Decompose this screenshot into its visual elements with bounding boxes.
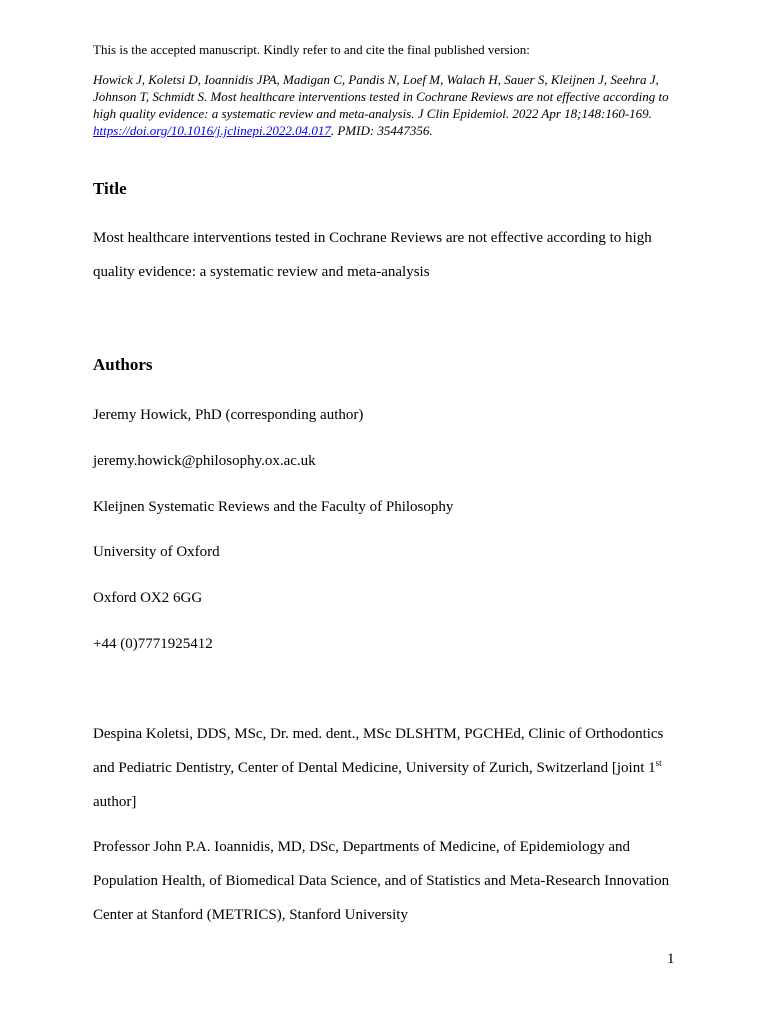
author-email: jeremy.howick@philosophy.ox.ac.uk — [93, 453, 316, 469]
author-university: University of Oxford — [93, 544, 220, 560]
citation-text: Howick J, Koletsi D, Ioannidis JPA, Madigan C, Pandis N, Loef M, Walach H, Sauer S, Kleijnen J, Seehra J, Johnson T, Schmidt S. Most healthcare interventions tested in Cochrane Reviews are not effective according to high quality evidence: a systematic review and meta-analysis. J Clin Epidemiol. 2022 Apr 18;148:160-169. — [93, 72, 669, 121]
page-number: 1 — [667, 951, 675, 967]
manuscript-notice: This is the accepted manuscript. Kindly refer to and cite the final published version: — [93, 42, 530, 57]
author-affiliation: Kleijnen Systematic Reviews and the Faculty of Philosophy — [93, 499, 454, 515]
author-name: Jeremy Howick, PhD (corresponding author) — [93, 407, 364, 423]
koletsi-tail: author] — [93, 794, 137, 810]
doi-link[interactable]: https://doi.org/10.1016/j.jclinepi.2022.04.017 — [93, 123, 331, 138]
citation-tail: . PMID: 35447356. — [330, 123, 433, 138]
citation — [93, 71, 675, 139]
paper-title: Most healthcare interventions tested in Cochrane Reviews are not effective according to high quality evidence: a systematic review and meta-analysis — [93, 230, 652, 280]
authors-heading: Authors — [93, 355, 153, 374]
coauthor-koletsi — [93, 717, 675, 819]
koletsi-superscript: st — [655, 758, 662, 768]
title-heading: Title — [93, 179, 127, 198]
author-phone: +44 (0)7771925412 — [93, 636, 213, 652]
coauthor-ioannidis: Professor John P.A. Ioannidis, MD, DSc, Departments of Medicine, of Epidemiology and Population Health, of Biomedical Data Science, and of Statistics and Meta-Research Innovation Center at Stanford (METRICS), Stanford University — [93, 839, 670, 923]
koletsi-text: Despina Koletsi, DDS, MSc, Dr. med. dent., MSc DLSHTM, PGCHEd, Clinic of Orthodontics and Pediatric Dentistry, Center of Dental Medicine, University of Zurich, Switzerland [joint 1 — [93, 726, 664, 776]
author-address: Oxford OX2 6GG — [93, 590, 203, 606]
